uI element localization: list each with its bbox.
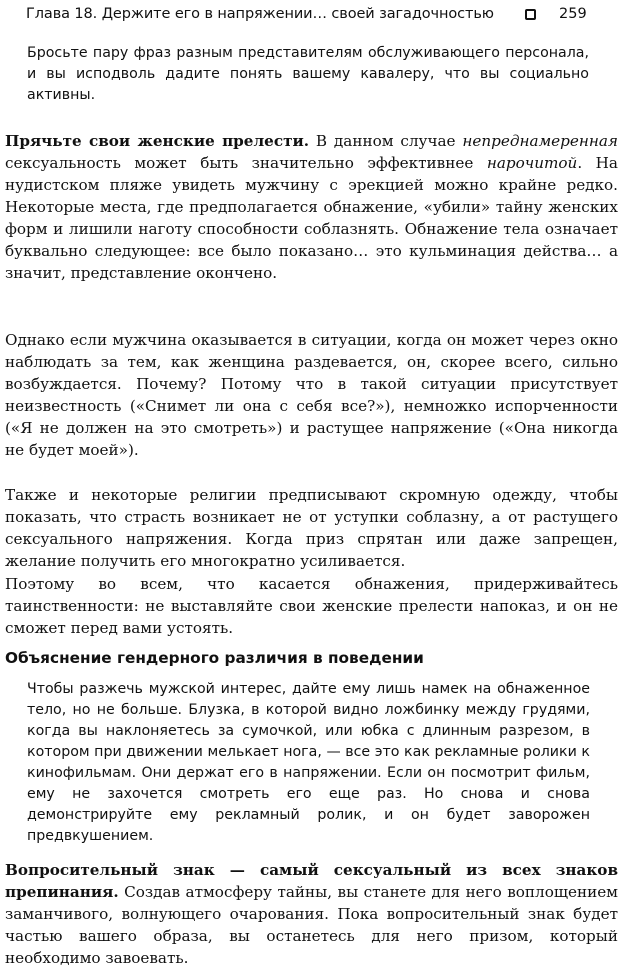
p1-text-1: В данном случае: [309, 132, 463, 150]
sidebar-text: Чтобы разжечь мужской интерес, дайте ему лишь намек на обнаженное тело, но не больше. Блузка, в которой видно ложбинку между грудями, когда вы наклоняетесь за сумочкой, или юбка с длинным разрезом, в котором при движении мелькает нога, — все это как рекламные ролики к кинофильмам. Они держат его в напряжении. Если он посмотрит фильм, ему не захочется смотреть его еще раз. Но снова и снова демонстрируйте ему рекламный ролик, и он будет заворожен предвкушением.: [27, 681, 590, 844]
page-number: 259: [559, 6, 587, 22]
intro-paragraph: Бросьте пару фраз разным представителям обслуживающего персонала, и вы исподволь дадите понять вашему кавалеру, что вы социально активны.: [27, 45, 589, 103]
paragraph-mystery: Поэтому во всем, что касается обнажения, придерживайтесь таинственности: не выставляйте свои женские прелести напоказ, и он не сможет перед вами устоять.: [5, 575, 618, 637]
paragraph-question-mark: [5, 859, 618, 969]
paragraph-window: Однако если мужчина оказывается в ситуации, когда он может через окно наблюдать за тем, как женщина раздевается, он, скорее всего, сильно возбуждается. Почему? Потому что в такой ситуации присутствует неизвестность («Снимет ли она с себя все?»), немножко испорченности («Я не должен на это смотреть») и растущее напряжение («Она никогда не будет моей»).: [5, 331, 618, 459]
lead-question-mark: Вопросительный знак — самый сексуальный из всех знаков препинания.: [5, 861, 618, 901]
paragraph-hide-charms: [5, 130, 618, 284]
chapter-title: Глава 18. Держите его в напряжении… своей загадочностью: [26, 6, 494, 22]
checkbox-bullet-icon: [525, 9, 536, 20]
p1-emphasis-2: нарочитой: [486, 154, 578, 172]
p1-text-3: . На нудистском пляже увидеть мужчину с эрекцией можно крайне редко. Некоторые места, где предполагается обнажение, «убили» тайну женских форм и лишили наготу способности соблазнять. Обнажение тела означает буквально следующее: все было показано… это кульминация действа… а значит, представление окончено.: [5, 154, 618, 282]
p1-emphasis-1: непреднамеренная: [462, 132, 618, 150]
sidebar-heading: Объяснение гендерного различия в поведении: [5, 649, 424, 667]
running-header: [0, 4, 620, 28]
paragraph-religion: Также и некоторые религии предписывают скромную одежду, чтобы показать, что страсть возникает не от уступки соблазну, а от растущего сексуального напряжения. Когда приз спрятан или даже запрещен, желание получить его многократно усиливается.: [5, 486, 618, 570]
p5-text: Создав атмосферу тайны, вы станете для него воплощением заманчивого, волнующего очарования. Пока вопросительный знак будет частью вашего образа, вы останетесь для него призом, который необходимо завоевать.: [5, 883, 618, 967]
p1-text-2: сексуальность может быть значительно эффективнее: [5, 154, 487, 172]
lead-hide-charms: Прячьте свои женские прелести.: [5, 132, 310, 150]
